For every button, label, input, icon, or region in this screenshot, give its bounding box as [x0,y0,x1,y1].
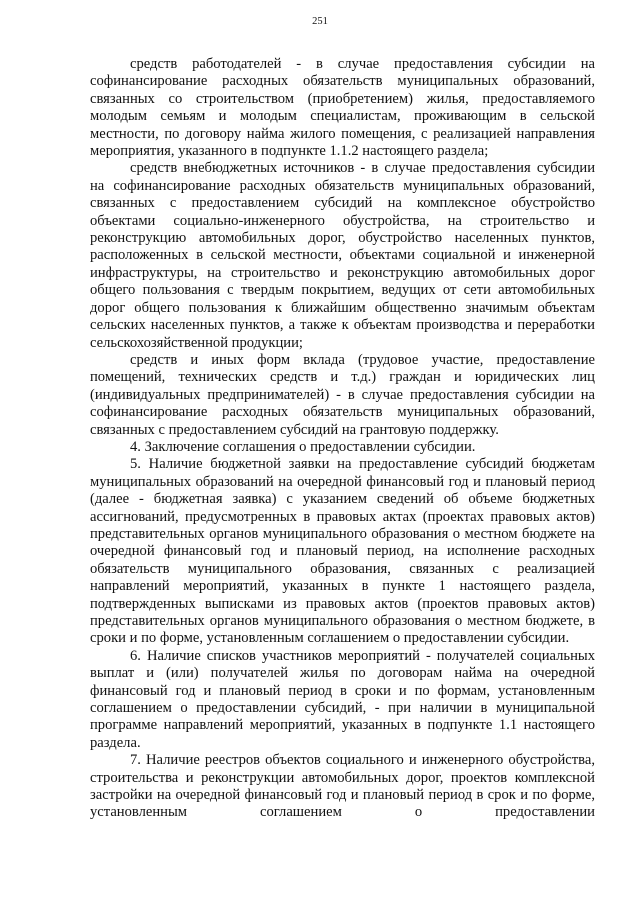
paragraph-extrabudgetary-funds: средств внебюджетных источников - в случае предоставления субсидии на софинансирование расходных обязательств муниципальных образований, связанных с предоставлением субсидий на комплексное обустройство объектами социально-инженерного обустройства, на строительство и реконструкцию автомобильных дорог, обустройство населенных пунктов, расположенных в сельской местности, объектами социальной и инженерной инфраструктуры, на строительство и реконструкцию автомобильных дорог общего пользования с твердым покрытием, ведущих от сети автомобильных дорог общего пользования к ближайшим общественно значимым объектам сельских населенных пунктов, а также к объектам производства и переработки сельскохозяйственной продукции; [90,160,595,351]
document-body [90,56,595,822]
paragraph-item-6: 6. Наличие списков участников мероприятий - получателей социальных выплат и (или) получателей жилья по договорам найма на очередной финансовый год и плановый период в сроки и по формам, установленным соглашением о предоставлении субсидий, - при наличии в муниципальной программе направлений мероприятий, указанных в подпункте 1.1 настоящего раздела. [90,647,595,751]
paragraph-item-4: 4. Заключение соглашения о предоставлении субсидии. [130,438,476,455]
paragraph-item-5: 5. Наличие бюджетной заявки на предоставление субсидий бюджетам муниципальных образований на очередной финансовый год и плановый период (далее - бюджетная заявка) с указанием сведений об объеме бюджетных ассигнований, предусмотренных в правовых актах (проектах правовых актов) представительных органов муниципального образования о местном бюджете на очередной финансовый год и плановый период, на исполнение расходных обязательств муниципального образования, связанных с реализацией направлений мероприятий, указанных в пункте 1 настоящего раздела, подтвержденных выписками из правовых актов (проектов правовых актов) представительных органов муниципального образования о местном бюджете, в сроки и по форме, установленным соглашением о предоставлении субсидии. [90,456,595,647]
paragraph-other-contributions: средств и иных форм вклада (трудовое участие, предоставление помещений, технических средств и т.д.) граждан и юридических лиц (индивидуальных предпринимателей) - в случае предоставления субсидии на софинансирование расходных обязательств муниципальных образований, связанных с предоставлением субсидий на грантовую поддержку. [90,351,595,438]
page-number: 251 [312,16,328,27]
paragraph-employer-funds: средств работодателей - в случае предоставления субсидии на софинансирование расходных обязательств муниципальных образований, связанных со строительством (приобретением) жилья, предоставляемого молодым семьям и молодым специалистам, проживающим в сельской местности, по договору найма жилого помещения, с реализацией направления мероприятия, указанного в подпункте 1.1.2 настоящего раздела; [90,56,595,160]
paragraph-item-7: 7. Наличие реестров объектов социального и инженерного обустройства, строительства и реконструкции автомобильных дорог, проектов комплексной застройки на очередной финансовый год и плановый период в срок и по форме, установленным соглашением о предоставлении [90,752,595,821]
